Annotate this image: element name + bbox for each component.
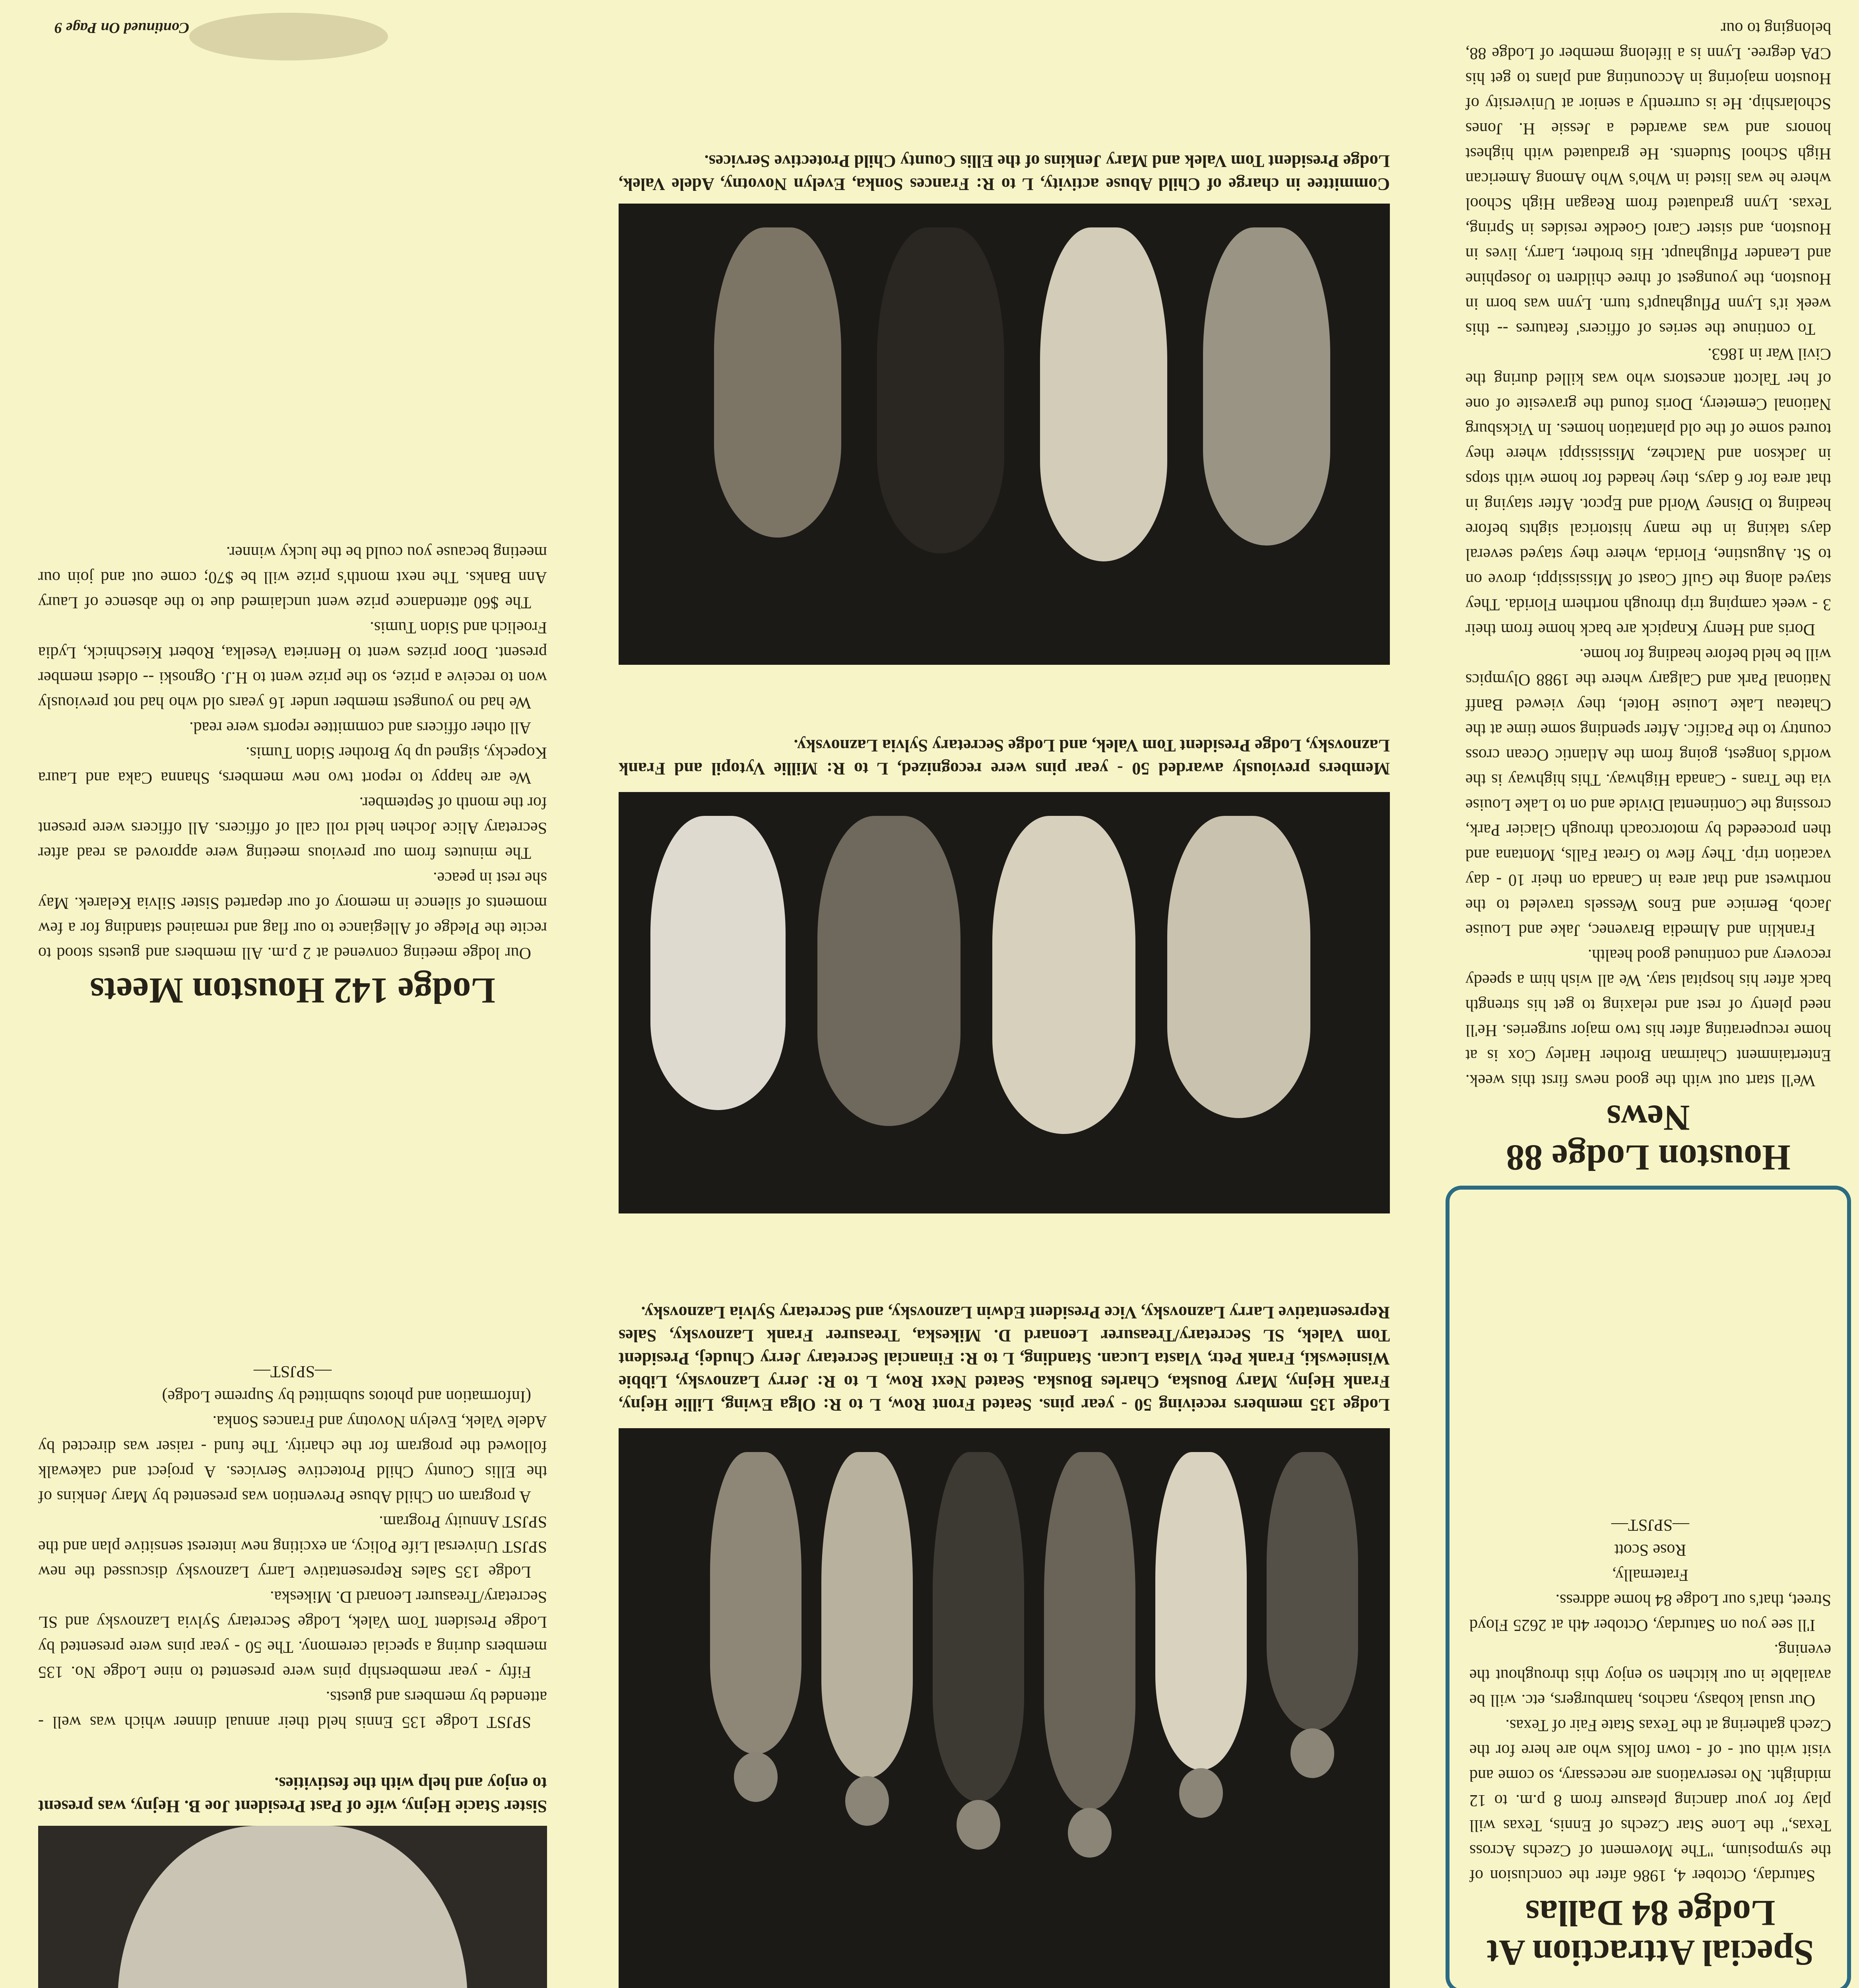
houston88-paragraph: Doris and Henry Knapick are back home from their 3 - week camping trip through northern Florida. They stayed along the Gulf Coast of Mississippi, drove on to St. Augustine, Florida, where they stayed several days taking in the many historical sights before heading to Disney World and Epcot. After staying in that area for 6 days, they headed for home with stops in Jackson and Natchez, Mississippi where they toured some of the old plantation homes. In Vicksburg National Cemetery, Doris found the gravesite of one of her Talcott ancestors who was killed during the Civil War in 1863. bbox=[1465, 345, 1831, 639]
person-figure bbox=[1044, 1452, 1135, 1810]
dallas-paragraph: Our usual kobasy, nachos, hamburgers, etc. will be available in our kitchen so enjoy this throughout the evening. bbox=[1469, 1641, 1831, 1709]
person-figure bbox=[877, 227, 1004, 553]
person-figure bbox=[1167, 816, 1310, 1118]
houston142-paragraph: All other officers and committee reports were read. bbox=[189, 718, 531, 737]
committee-photo bbox=[619, 204, 1390, 665]
houston142-paragraph: Our lodge meeting convened at 2 p.m. All members and guests stood to recite the Pledge of Allegiance to our flag and remained standing for a few moments of silence in memory of our departed Sister Silvia Kelarek. May she rest in peace. bbox=[38, 869, 547, 962]
person-figure bbox=[1040, 227, 1167, 561]
person-figure bbox=[1203, 227, 1330, 546]
person-figure bbox=[992, 816, 1135, 1134]
dallas-article bbox=[1469, 1512, 1831, 1977]
person-head bbox=[1290, 1728, 1334, 1778]
dallas-paragraph: Saturday, October 4, 1986 after the conclusion of the symposium, "The Movement of Czechs Across Texas," the Lone Star Czechs of Ennis, Texas will play for your dancing pleasure from 8 p.m. to 12 midnight. No reservations are necessary, so come and visit with out - of - town folks who are here for the Czech gathering at the Texas State Fair of Texas. bbox=[1469, 1716, 1831, 1885]
previous-50-year-members-photo bbox=[619, 792, 1390, 1213]
houston142-paragraph: The $60 attendance prize went unclaimed due to the absence of Laury Ann Banks. The next month's prize will be $70; come out and join our meeting because you could be the lucky winner. bbox=[38, 543, 547, 612]
person-figure bbox=[933, 1452, 1024, 1802]
dallas-paragraph: I'll see you on Saturday, October 4th at 2625 Floyd Street, that's our Lodge 84 home address. bbox=[1469, 1591, 1831, 1634]
ennis-paragraph: Fifty - year membership pins were presented to nine Lodge No. 135 members during a special ceremony. The 50 - year pins were presented by Lodge President Tom Valek, Lodge Secretary Sylvia Laznovsky and SL Secretary/Treasurer Leonard D. Mikeska. bbox=[38, 1588, 547, 1681]
houston142-article bbox=[38, 540, 547, 1015]
houston142-paragraph: We had no youngest member under 16 years old who had not previously won to receive a prize, so the prize went to H.J. Ognoski -- oldest member present. Door prizes went to Henrieta Veselka, Robert Kieschnick, Lydia Froelich and Sidon Tumis. bbox=[38, 618, 547, 712]
person-figure bbox=[710, 1452, 801, 1754]
person-figure bbox=[817, 816, 961, 1126]
ennis-paragraph: (Information and photos submitted by Supreme Lodge) bbox=[162, 1387, 531, 1406]
dallas-signoff: Fraternally, bbox=[1612, 1566, 1689, 1584]
committee-caption: Committee in charge of Child Abuse activity, L to R: Frances Sonka, Evelyn Novotny, Adele Valek, Lodge President Tom Valek and Mary Jenkins of the Ellis County Child Protective Services. bbox=[619, 151, 1390, 194]
houston142-headline: Lodge 142 Houston Meets bbox=[90, 971, 495, 1011]
stacie-hejny-portrait bbox=[38, 1826, 547, 1988]
paper-stain bbox=[189, 13, 388, 60]
ennis-signoff: —SPJST— bbox=[253, 1362, 332, 1380]
person-figure bbox=[821, 1452, 913, 1778]
group-50-year-pins-photo bbox=[619, 1428, 1390, 1988]
previous-50-year-members-caption: Members previously awarded 50 - year pins were recognized, L to R: Millie Vytopil and Frank Laznovsky, Lodge President Tom Valek, and Lodge Secretary Sylvia Laznovsky. bbox=[619, 736, 1390, 779]
person-figure bbox=[1267, 1452, 1358, 1730]
dallas-headline: Special Attraction At Lodge 84 Dallas bbox=[1486, 1893, 1814, 1973]
person-head bbox=[1068, 1808, 1112, 1858]
person-head bbox=[845, 1776, 889, 1826]
houston142-paragraph: We are happy to report two new members, Shanna Caka and Laura Kopecky, signed up by Brother Sidon Tumis. bbox=[38, 744, 547, 787]
person-head bbox=[734, 1752, 778, 1802]
stacie-hejny-caption: Sister Stacie Hejny, wife of Past President Joe B. Hejny, was present to enjoy and help with the festivities. bbox=[38, 1774, 547, 1816]
group-50-year-pins-caption: Lodge 135 members receiving 50 - year pins. Seated Front Row, L to R: Olga Ewing, Lillie Hejny, Frank Hejny, Mary Bouska, Charles Bouska. Seated Next Row, L to R: Jerry Laznovsky, Libbie Wisniewski, Frank Petr, Vlasta Lucan. Standing, L to R: Financial Secretary Jerry Chudej, President Tom Valek, SL Secretary/Treasurer Leonard D. Mikeska, Treasurer Frank Laznovsky, Sales Representative Larry Laznovsky, Vice President Edwin Laznovsky, and Secretary Sylvia Laznovsky. bbox=[619, 1303, 1390, 1415]
ennis-paragraph: SPJST Lodge 135 Ennis held their annual dinner which was well - attended by members and guests. bbox=[38, 1688, 547, 1731]
houston88-paragraph: Franklin and Almedia Bravenec, Jake and Louise Jacob, Bernice and Enos Wessels traveled to the northwest and that area in Canada on their 10 - day vacation trip. They flew to Great Falls, Montana and then proceeded by motorcoach through Glacier Park, crossing the Continental Divide and on to Lake Louise via the Trans - Canada Highway. This highway is the world's longest, going from the Atlantic Ocean cross country to the Pacific. After spending some time at the Chateau Lake Louise Hotel, they viewed Banff National Park and Calgary where the 1988 Olympics will be held before heading for home. bbox=[1465, 645, 1831, 939]
continued-marker: Continued On Page 9 bbox=[54, 19, 189, 36]
dallas-signoff: —SPJST— bbox=[1611, 1516, 1690, 1534]
person-figure bbox=[1155, 1452, 1247, 1770]
person-figure bbox=[118, 1826, 468, 1988]
houston142-paragraph: The minutes from our previous meeting were approved as read after Secretary Alice Jochen held roll call of officers. All officers were present for the month of September. bbox=[38, 794, 547, 862]
houston88-paragraph: To continue the series of officers' features -- this week it's Lynn Pflughaupt's turn. Lynn was born in Houston, the youngest of three children to Josephine and Leander Pflughaupt. His brother, Larry, lives in Houston, and sister Carol Goedke resides in Spring, Texas. Lynn graduated from Reagan High School where he was listed in Who's Who Among American High School Students. He graduated with highest honors and was awarded a Jessie H. Jones Scholarship. He is currently a senior at University of Houston majoring in Accounting and plans to get his CPA degree. Lynn is a lifelong member of Lodge 88, belonging to our bbox=[1465, 19, 1831, 338]
ennis-article bbox=[38, 1359, 547, 1734]
person-figure bbox=[714, 227, 841, 538]
houston88-headline: Houston Lodge 88 News bbox=[1506, 1098, 1791, 1178]
houston88-paragraph: We'll start out with the good news first this week. Entertainment Chairman Brother Harley Cox is at home recuperating after his two major surgeries. He'll need plenty of rest and relaxing to get his strength back after his hospital stay. We all wish him a speedy recovery and continued good health. bbox=[1465, 946, 1831, 1089]
ennis-paragraph: A program on Child Abuse Prevention was presented by Mary Jenkins of the Ellis County Child Protective Services. A project and cakewalk followed the program for the charity. The fund - raiser was directed by Adele Valek, Evelyn Novotny and Frances Sonka. bbox=[38, 1412, 547, 1506]
person-head bbox=[957, 1800, 1000, 1850]
person-head bbox=[1179, 1768, 1223, 1818]
houston88-article bbox=[1465, 16, 1831, 1182]
dallas-signoff: Rose Scott bbox=[1614, 1541, 1686, 1559]
ennis-paragraph: Lodge 135 Sales Representative Larry Laznovsky discussed the new SPJST Universal Life Policy, an exciting new interest sensitive plan and the SPJST Annuity Program. bbox=[38, 1512, 547, 1581]
person-figure bbox=[650, 816, 786, 1110]
